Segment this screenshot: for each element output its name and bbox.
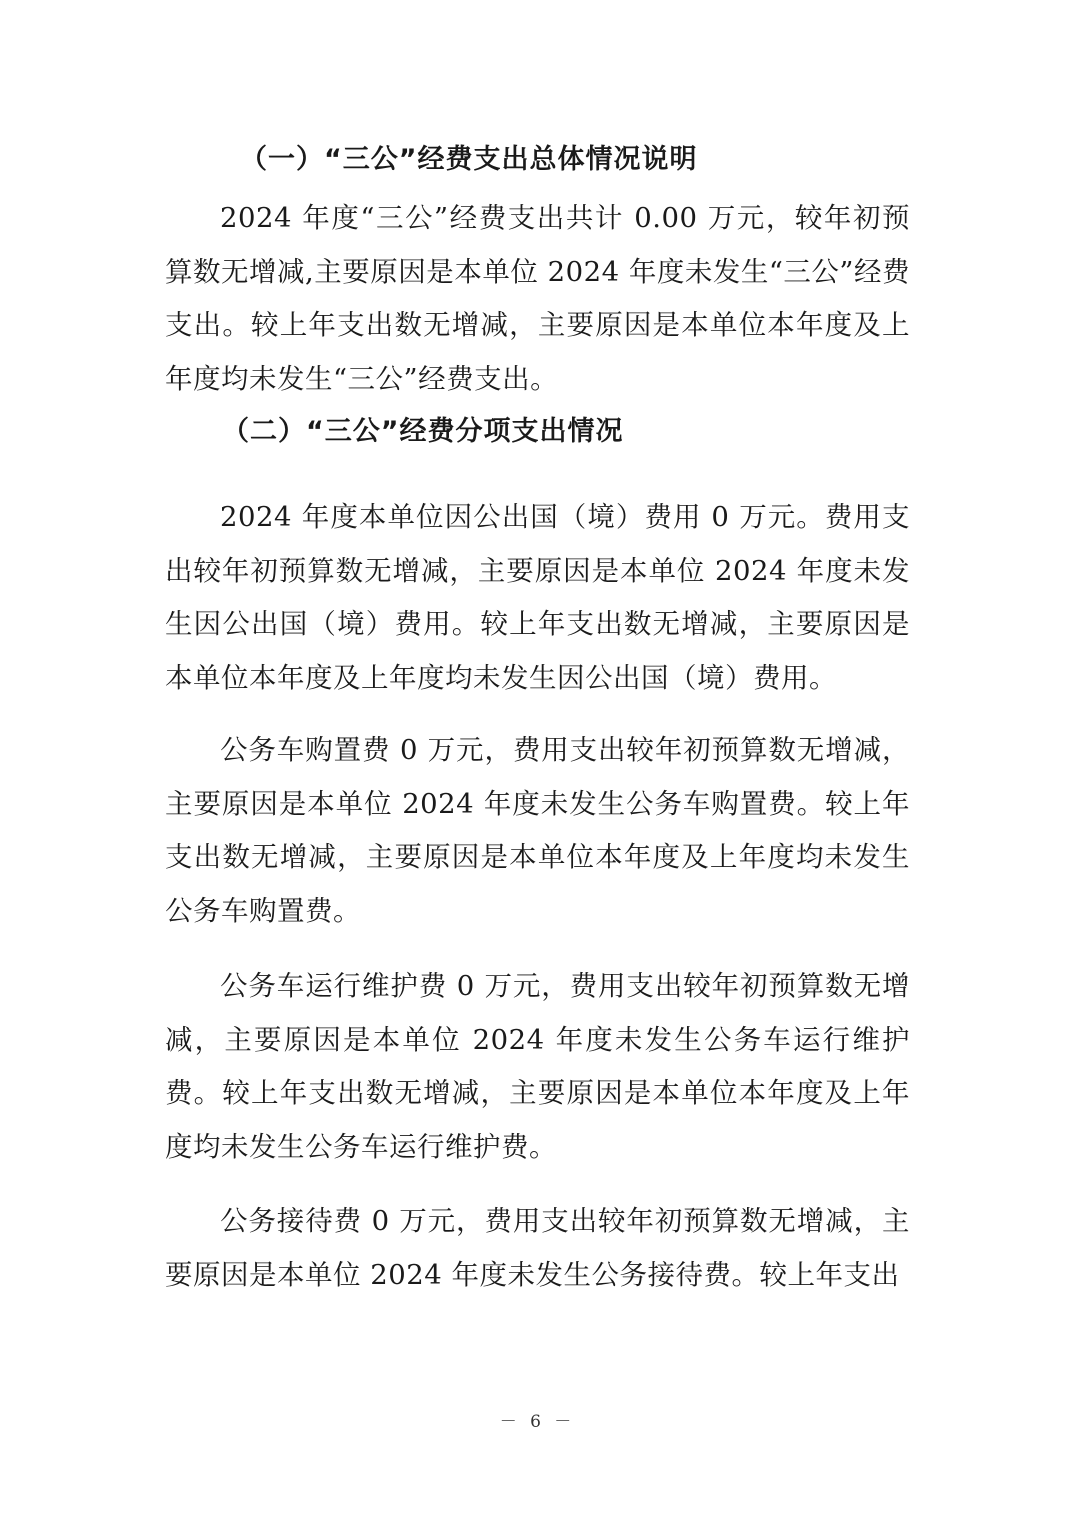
paragraph-vehicle-maintenance: 公务车运行维护费 0 万元，费用支出较年初预算数无增减，主要原因是本单位 2024 年度未发生公务车运行维护费。较上年支出数无增减，主要原因是本单位本年度及上年度均未发生公务车运行维护费。: [165, 970, 910, 1163]
paragraph-overseas-travel: 2024 年度本单位因公出国（境）费用 0 万元。费用支出较年初预算数无增减，主要原因是本单位 2024 年度未发生因公出国（境）费用。较上年支出数无增减，主要原因是本单位本年度及上年度均未发生因公出国（境）费用。: [165, 501, 910, 694]
section-heading-1: （一）“三公”经费支出总体情况说明: [240, 144, 698, 175]
paragraph-reception: 公务接待费 0 万元，费用支出较年初预算数无增减，主要原因是本单位 2024 年度未发生公务接待费。较上年支出: [165, 1205, 910, 1291]
paragraph-overview: 2024 年度“三公”经费支出共计 0.00 万元，较年初预算数无增减,主要原因是本单位 2024 年度未发生“三公”经费支出。较上年支出数无增减，主要原因是本单位本年度及上年度均未发生“三公”经费支出。: [165, 202, 910, 395]
page-number: － 6 －: [499, 1412, 576, 1432]
paragraph-vehicle-purchase: 公务车购置费 0 万元，费用支出较年初预算数无增减，主要原因是本单位 2024 年度未发生公务车购置费。较上年支出数无增减，主要原因是本单位本年度及上年度均未发生公务车购置费。: [165, 734, 910, 927]
section-heading-2: （二）“三公”经费分项支出情况: [222, 416, 624, 447]
